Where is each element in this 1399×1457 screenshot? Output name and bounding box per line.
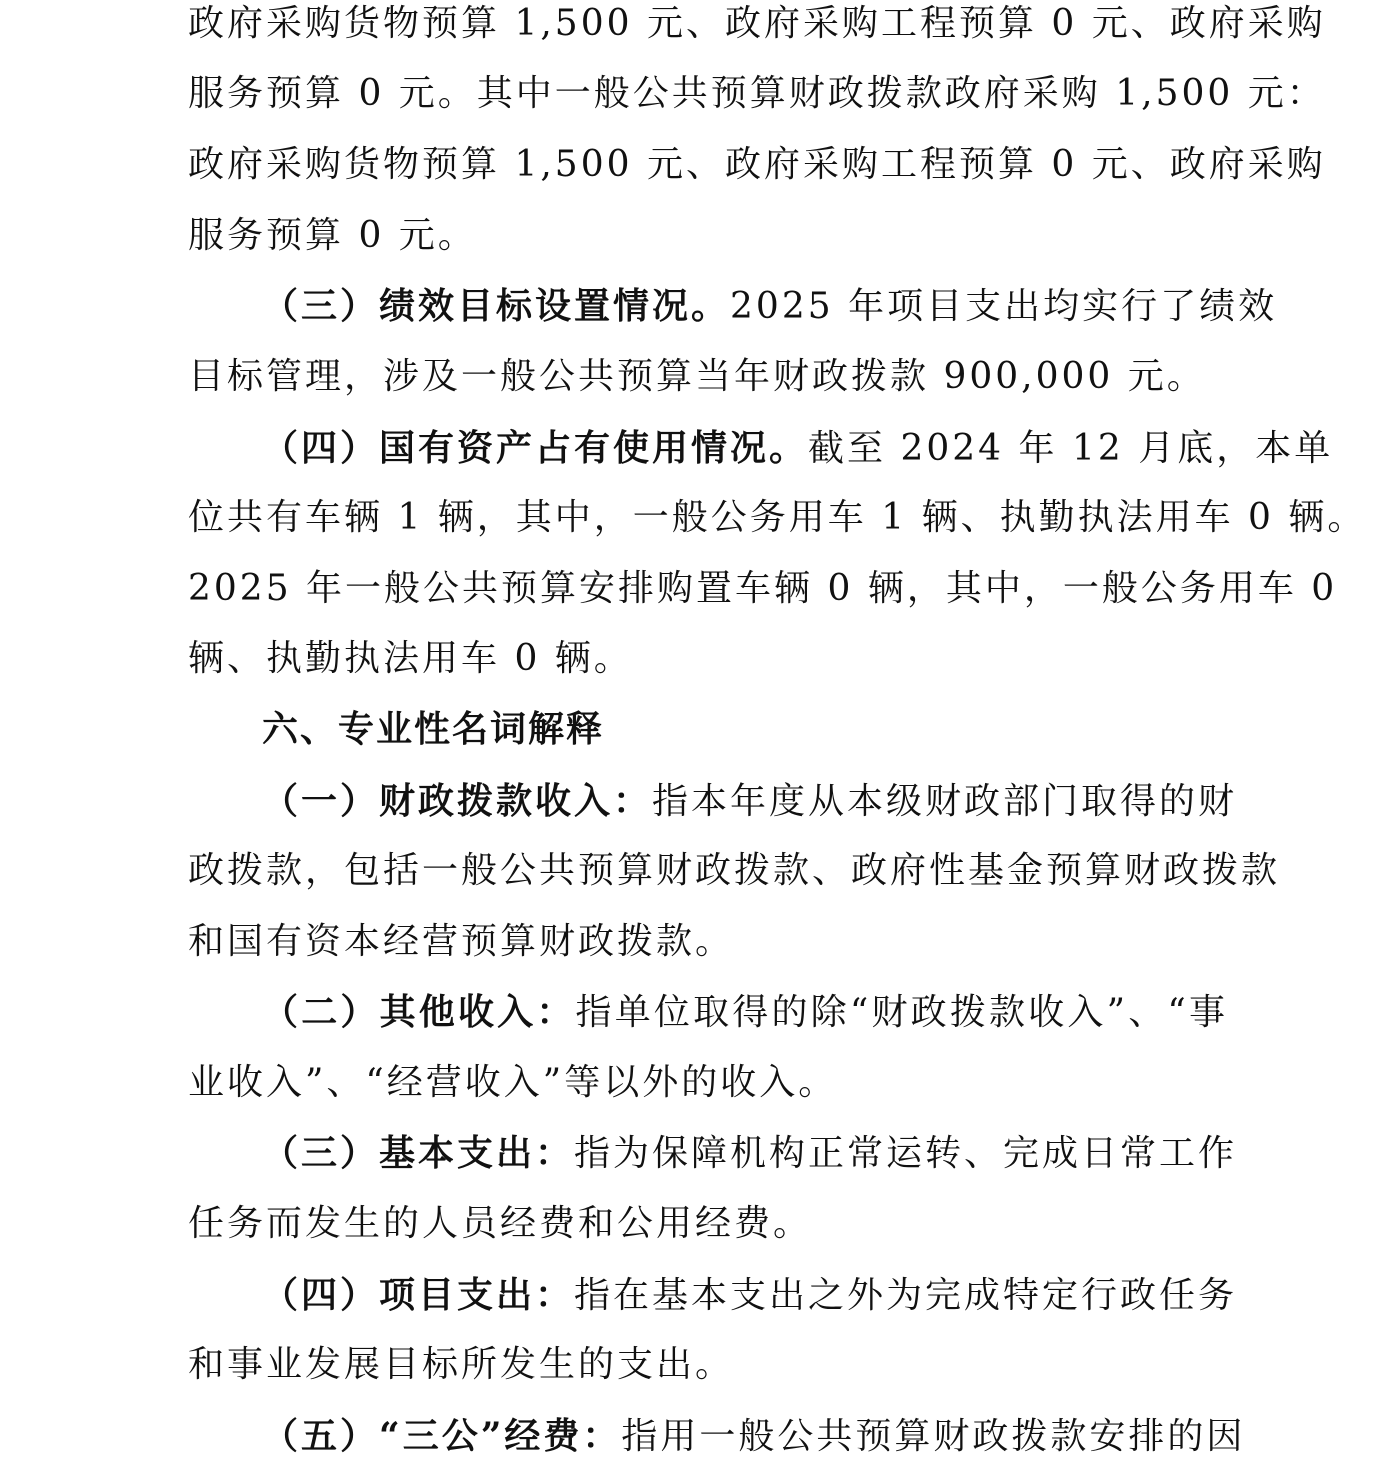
term-three-public-expenses: （五）“三公”经费： bbox=[262, 1415, 622, 1457]
paragraph-line bbox=[188, 1335, 1228, 1395]
paragraph-line bbox=[188, 912, 1228, 972]
line-text: 指在基本支出之外为完成特定行政任务 bbox=[574, 1275, 1238, 1316]
paragraph-line-with-title bbox=[262, 982, 1228, 1042]
paragraph-line bbox=[188, 135, 1326, 195]
line-text: 和国有资本经营预算财政拨款。 bbox=[188, 921, 735, 962]
line-text: 2025 年一般公共预算安排购置车辆 0 辆，其中，一般公务用车 0 bbox=[188, 568, 1338, 609]
paragraph-line-with-title bbox=[262, 276, 1278, 336]
paragraph-line bbox=[188, 64, 1326, 124]
term-project-expenditure: （四）项目支出： bbox=[262, 1274, 575, 1316]
paragraph-line-with-title bbox=[262, 771, 1238, 831]
paragraph-line-with-title bbox=[262, 418, 1334, 478]
line-text: 和事业发展目标所发生的支出。 bbox=[188, 1344, 735, 1385]
line-text: 指为保障机构正常运转、完成日常工作 bbox=[574, 1133, 1238, 1174]
section-heading-glossary: 六、专业性名词解释 bbox=[262, 709, 605, 750]
term-other-income: （二）其他收入： bbox=[262, 991, 576, 1033]
section-title-performance-goals: （三）绩效目标设置情况。 bbox=[262, 285, 731, 327]
line-text: 2025 年项目支出均实行了绩效 bbox=[730, 286, 1278, 327]
line-text: 任务而发生的人员经费和公用经费。 bbox=[188, 1203, 813, 1244]
line-text: 位共有车辆 1 辆，其中，一般公务用车 1 辆、执勤执法用车 0 辆。 bbox=[188, 497, 1367, 538]
line-text: 目标管理，涉及一般公共预算当年财政拨款 900,000 元。 bbox=[188, 356, 1206, 397]
paragraph-line bbox=[188, 841, 1281, 901]
line-text: 辆、执勤执法用车 0 辆。 bbox=[188, 638, 633, 679]
line-text: 业收入”、“经营收入”等以外的收入。 bbox=[188, 1062, 838, 1103]
paragraph-line-with-title bbox=[262, 1265, 1238, 1325]
paragraph-line-with-title bbox=[262, 1406, 1246, 1457]
term-fiscal-appropriation-income: （一）财政拨款收入： bbox=[262, 780, 653, 822]
line-text: 政府采购货物预算 1,500 元、政府采购工程预算 0 元、政府采购 bbox=[188, 3, 1326, 44]
line-text: 服务预算 0 元。 bbox=[188, 215, 477, 256]
paragraph-line bbox=[188, 488, 1367, 548]
paragraph-line bbox=[188, 0, 1326, 54]
line-text: 指单位取得的除“财政拨款收入”、“事 bbox=[575, 992, 1228, 1033]
paragraph-line bbox=[188, 206, 1228, 266]
term-basic-expenditure: （三）基本支出： bbox=[262, 1132, 575, 1174]
line-text: 政府采购货物预算 1,500 元、政府采购工程预算 0 元、政府采购 bbox=[188, 144, 1326, 185]
paragraph-line bbox=[188, 559, 1338, 619]
paragraph-line bbox=[188, 1053, 1228, 1113]
paragraph-line-with-title bbox=[262, 1123, 1238, 1183]
paragraph-line bbox=[188, 629, 1228, 689]
line-text: 截至 2024 年 12 月底，本单 bbox=[808, 428, 1334, 469]
paragraph-line bbox=[188, 347, 1228, 407]
paragraph-line bbox=[188, 1194, 1228, 1254]
line-text: 指本年度从本级财政部门取得的财 bbox=[652, 781, 1238, 822]
line-text: 指用一般公共预算财政拨款安排的因 bbox=[621, 1416, 1246, 1457]
line-text: 政拨款，包括一般公共预算财政拨款、政府性基金预算财政拨款 bbox=[188, 850, 1281, 891]
line-text: 服务预算 0 元。其中一般公共预算财政拨款政府采购 1,500 元： bbox=[188, 73, 1326, 114]
section-title-state-assets: （四）国有资产占有使用情况。 bbox=[262, 427, 809, 469]
